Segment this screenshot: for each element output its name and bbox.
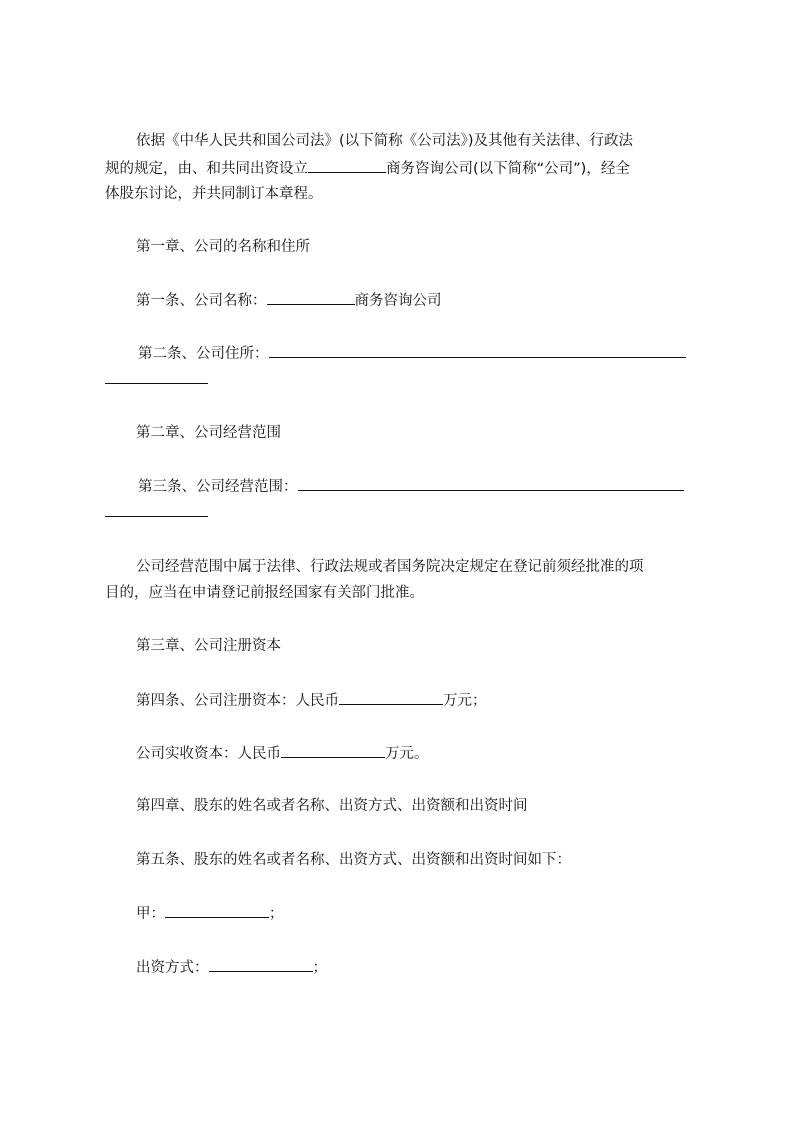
company-name-blank: [308, 158, 386, 173]
party-a: 甲： ；: [136, 903, 284, 924]
preamble-line-3: 体股东讨论，并共同制订本章程。: [105, 186, 323, 202]
paid-in-capital-blank: [281, 743, 385, 758]
scope-note-line-2: 目的，应当在申请登记前报经国家有关部门批准。: [105, 585, 424, 601]
address-blank-continued: [105, 369, 208, 390]
address-blank: [269, 343, 686, 358]
article-4: 第四条、公司注册资本：人民币 万元；: [136, 690, 487, 711]
article-3: 第三条、公司经营范围：: [138, 476, 684, 497]
chapter-4-heading: 第四章、股东的姓名或者名称、出资方式、出资额和出资时间: [136, 798, 528, 814]
company-name-blank-2: [267, 290, 355, 305]
chapter-2-heading: 第二章、公司经营范围: [136, 425, 281, 441]
preamble-line-2: 规的规定，由、和共同出资设立 商务咨询公司(以下简称“公司”)，经全: [105, 158, 630, 179]
scope-note-line-1: 公司经营范围中属于法律、行政法规或者国务院决定规定在登记前须经批准的项: [136, 559, 644, 575]
article-5: 第五条、股东的姓名或者名称、出资方式、出资额和出资时间如下：: [136, 852, 571, 868]
registered-capital-blank: [339, 690, 443, 705]
article-1: 第一条、公司名称： 商务咨询公司: [136, 290, 442, 311]
business-scope-blank-continued: [105, 502, 208, 523]
chapter-3-heading: 第三章、公司注册资本: [136, 638, 281, 654]
article-2: 第二条、公司住所：: [138, 343, 686, 364]
chapter-1-heading: 第一章、公司的名称和住所: [136, 239, 310, 255]
paid-in-capital: 公司实收资本：人民币 万元。: [136, 743, 429, 764]
preamble-line-1: 依据《中华人民共和国公司法》(以下简称《公司法》)及其他有关法律、行政法: [136, 133, 634, 149]
party-a-blank: [165, 903, 269, 918]
contribution-method: 出资方式： ；: [136, 957, 327, 978]
business-scope-blank: [298, 476, 684, 491]
contribution-method-blank: [209, 957, 313, 972]
